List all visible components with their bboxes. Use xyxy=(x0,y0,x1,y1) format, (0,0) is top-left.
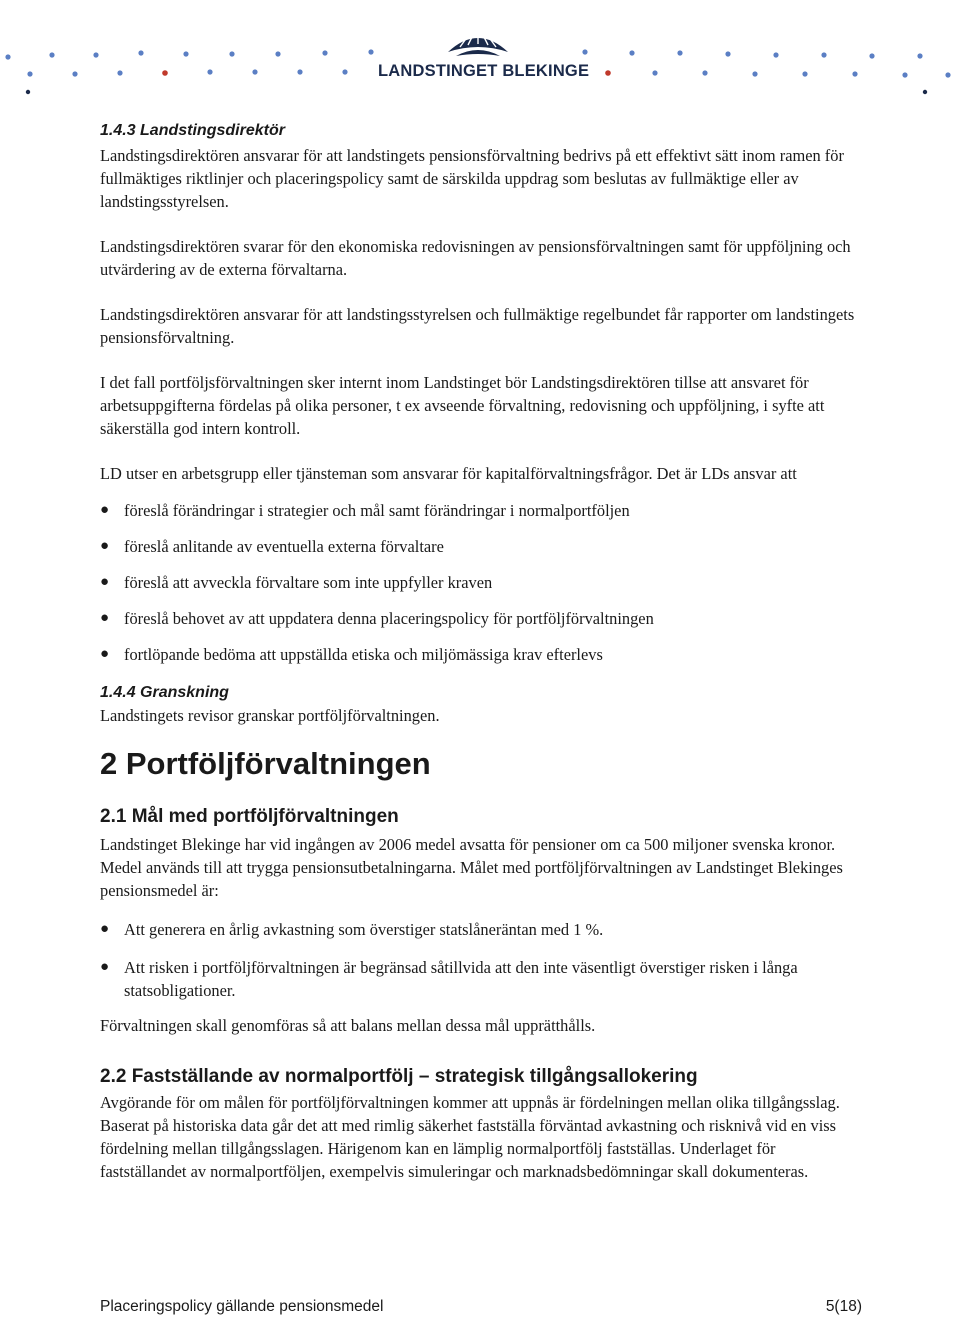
section-heading-2-2: 2.2 Fastställande av normalportfölj – strategisk tillgångsallokering xyxy=(100,1066,698,1087)
list-item-text: föreslå förändringar i strategier och mål samt förändringar i normalportföljen xyxy=(124,501,630,520)
bullet-icon: ● xyxy=(100,921,110,937)
bullet-icon: ● xyxy=(100,959,110,975)
landstinget-logo-icon xyxy=(446,30,510,60)
list-item-text: Att risken i portföljförvaltningen är begränsad såtillvida att den inte väsentligt överstiger risken i långa statsobligationer. xyxy=(124,958,798,1000)
list-item xyxy=(100,499,865,522)
section-heading-1-4-4: 1.4.4 Granskning xyxy=(100,684,229,701)
list-item-text: föreslå anlitande av eventuella externa förvaltare xyxy=(124,537,444,556)
paragraph: Landstinget Blekinge har vid ingången av 2006 medel avsatta för pensioner om ca 500 miljoner svenska kronor. Medel används till att trygga pensionsutbetalningarna. Målet med portföljförvaltningen av Landstinget Blekinges pensionsmedel är: xyxy=(100,835,843,900)
footer-document-title: Placeringspolicy gällande pensionsmedel xyxy=(100,1298,384,1315)
paragraph: Landstingets revisor granskar portföljförvaltningen. xyxy=(100,706,440,725)
page-header xyxy=(0,0,960,100)
paragraph: I det fall portföljsförvaltningen sker internt inom Landstinget bör Landstingsdirektören tillse att ansvaret för arbetsuppgifterna fördelas på olika personer, t ex avseende förvaltning, redovisning och uppföljning, i syfte att säkerställa god intern kontroll. xyxy=(100,373,825,438)
paragraph: LD utser en arbetsgrupp eller tjänsteman som ansvarar för kapitalförvaltningsfrågor. Det är LDs ansvar att xyxy=(100,464,797,483)
paragraph: Landstingsdirektören ansvarar för att landstingsstyrelsen och fullmäktige regelbundet får rapporter om landstingets pensionsförvaltning. xyxy=(100,305,855,347)
section-heading-1-4-3: 1.4.3 Landstingsdirektör xyxy=(100,122,285,139)
responsibility-list xyxy=(100,499,865,666)
list-item-text: fortlöpande bedöma att uppställda etiska och miljömässiga krav efterlevs xyxy=(124,645,603,664)
paragraph: Förvaltningen skall genomföras så att balans mellan dessa mål upprätthålls. xyxy=(100,1016,596,1035)
paragraph: Landstingsdirektören ansvarar för att landstingets pensionsförvaltning bedrivs på ett effektivt sätt inom ramen för fullmäktiges riktlinjer och placeringspolicy samt de särskilda uppdrag som beslutas av fullmäktige eller av landstingsstyrelsen. xyxy=(100,146,844,211)
list-item xyxy=(100,535,865,558)
chapter-heading-2: 2 Portföljförvaltningen xyxy=(100,746,431,781)
list-item-text: föreslå att avveckla förvaltare som inte uppfyller kraven xyxy=(124,573,493,592)
bullet-icon: ● xyxy=(100,646,110,662)
page-number: 5(18) xyxy=(825,1298,862,1315)
document-body xyxy=(100,120,865,1183)
list-item xyxy=(100,607,865,630)
section-heading-2-1: 2.1 Mål med portföljförvaltningen xyxy=(100,806,399,827)
list-item-text: Att generera en årlig avkastning som överstiger statslåneräntan med 1 %. xyxy=(124,920,604,939)
paragraph: Landstingsdirektören svarar för den ekonomiska redovisningen av pensionsförvaltningen samt för uppföljning och utvärdering av de externa förvaltarna. xyxy=(100,237,851,279)
list-item xyxy=(100,571,865,594)
page-footer xyxy=(100,1298,862,1316)
bullet-icon: ● xyxy=(100,574,110,590)
list-item xyxy=(100,918,865,941)
goal-list xyxy=(100,918,865,1002)
bullet-icon: ● xyxy=(100,502,110,518)
paragraph: Avgörande för om målen för portföljförvaltningen kommer att uppnås är fördelningen mellan olika tillgångsslag. Baserat på historiska data går det att med rimlig säkerhet fastställa förväntad avkastning och risknivå vid en viss fördelning mellan tillgångsslagen. Härigenom kan en lämplig normalportfölj fastställas. Underlaget för fastställandet av normalportföljen, exempelvis simuleringar och marknadsbedömningar skall dokumenteras. xyxy=(100,1093,840,1181)
list-item xyxy=(100,956,865,1002)
logo-wordmark: LANDSTINGET BLEKINGE xyxy=(378,62,590,80)
bullet-icon: ● xyxy=(100,610,110,626)
bullet-icon: ● xyxy=(100,538,110,554)
list-item-text: föreslå behovet av att uppdatera denna placeringspolicy för portföljförvaltningen xyxy=(124,609,654,628)
list-item xyxy=(100,643,865,666)
